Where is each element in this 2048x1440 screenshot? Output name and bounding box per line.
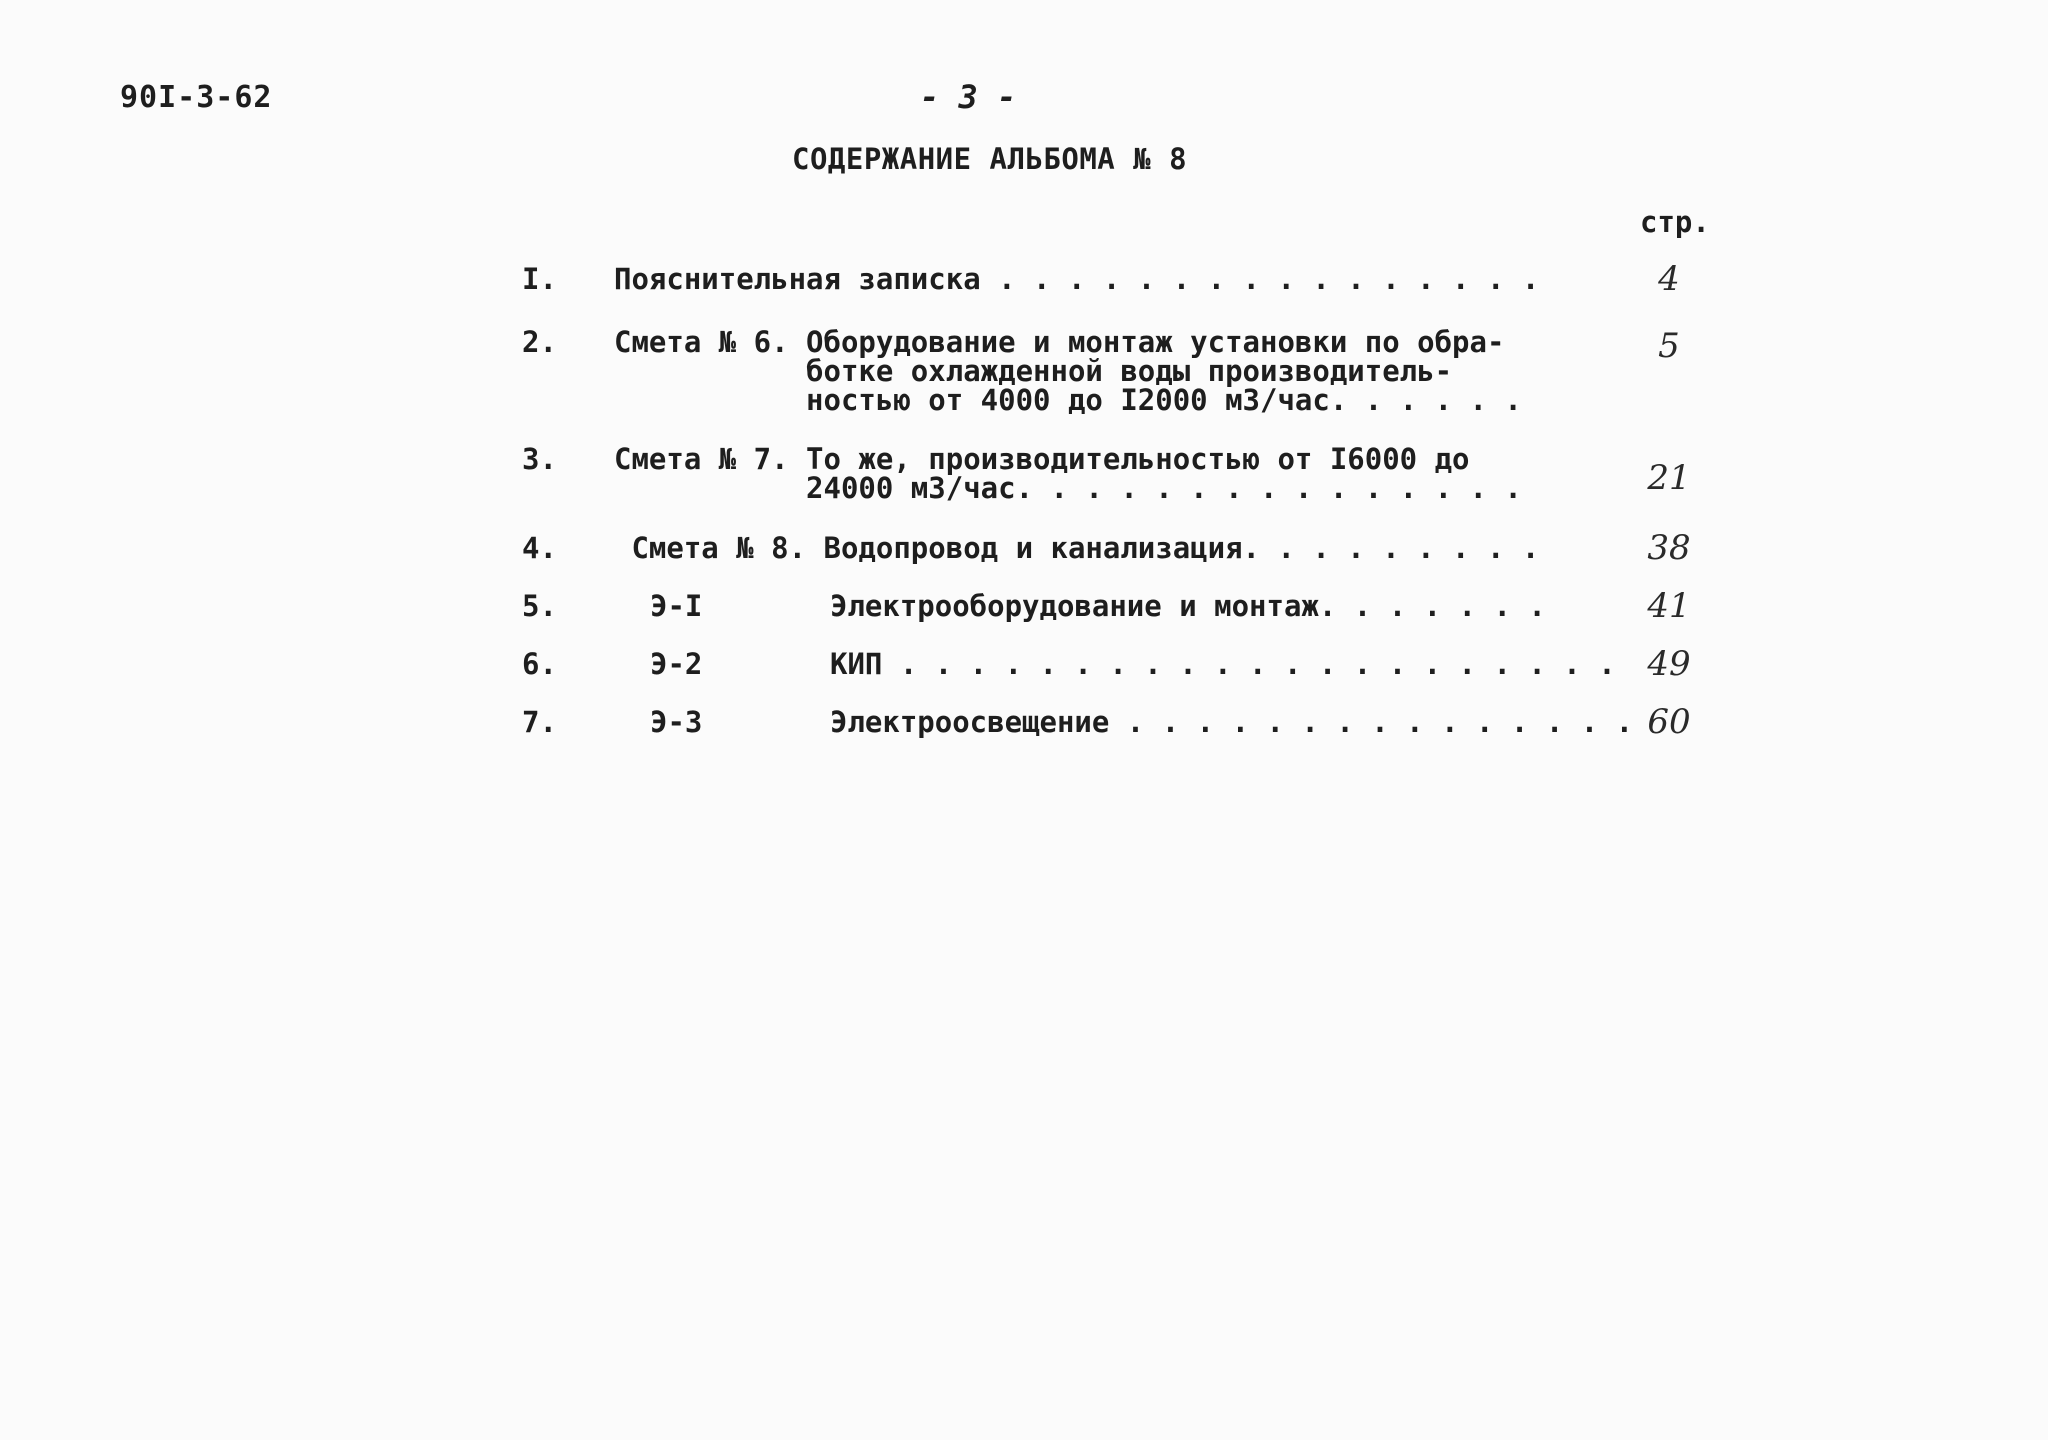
- toc-item-number: I.: [522, 262, 557, 296]
- toc-item-text: Смета № 6. Оборудование и монтаж установки по обра-: [614, 325, 1505, 359]
- toc-item-number: 3.: [522, 442, 557, 476]
- toc-item-text: Электроосвещение . . . . . . . . . . . . . . .: [830, 705, 1634, 739]
- toc-item-page: 21: [1647, 458, 1691, 498]
- toc-item-text: 24000 м3/час. . . . . . . . . . . . . . .: [614, 471, 1522, 505]
- toc-item-number: 6.: [522, 647, 557, 681]
- toc-item-number: 4.: [522, 531, 557, 565]
- toc-item-text: ностью от 4000 до I2000 м3/час. . . . . .: [614, 383, 1522, 417]
- toc-item-page: 60: [1647, 702, 1691, 742]
- page-title: СОДЕРЖАНИЕ АЛЬБОМА № 8: [792, 142, 1188, 176]
- document-code: 90I-3-62: [120, 80, 273, 115]
- page-number: - 3 -: [920, 78, 1017, 116]
- toc-item-page: 4: [1658, 259, 1680, 299]
- toc-item-number: 7.: [522, 705, 557, 739]
- toc-item-page: 41: [1647, 586, 1691, 626]
- toc-item-page: 49: [1647, 644, 1691, 684]
- toc-item-number: 5.: [522, 589, 557, 623]
- toc-item-page: 5: [1658, 326, 1680, 366]
- toc-item-text: ботке охлажденной воды производитель-: [614, 354, 1453, 388]
- toc-item-text: Смета № 7. То же, производительностью от I6000 до: [614, 442, 1470, 476]
- toc-item-text: КИП . . . . . . . . . . . . . . . . . . . . .: [830, 647, 1616, 681]
- toc-item-text: Пояснительная записка . . . . . . . . . . . . . . . .: [614, 262, 1540, 296]
- page-column-label: стр.: [1640, 205, 1710, 239]
- toc-item-code: Э-3: [650, 705, 703, 739]
- toc-item-code: Э-I: [650, 589, 703, 623]
- toc-item-text: Смета № 8. Водопровод и канализация. . . . . . . . .: [614, 531, 1540, 565]
- toc-item-number: 2.: [522, 325, 557, 359]
- toc-item-text: Электрооборудование и монтаж. . . . . . .: [830, 589, 1546, 623]
- toc-item-page: 38: [1647, 528, 1691, 568]
- toc-item-code: Э-2: [650, 647, 703, 681]
